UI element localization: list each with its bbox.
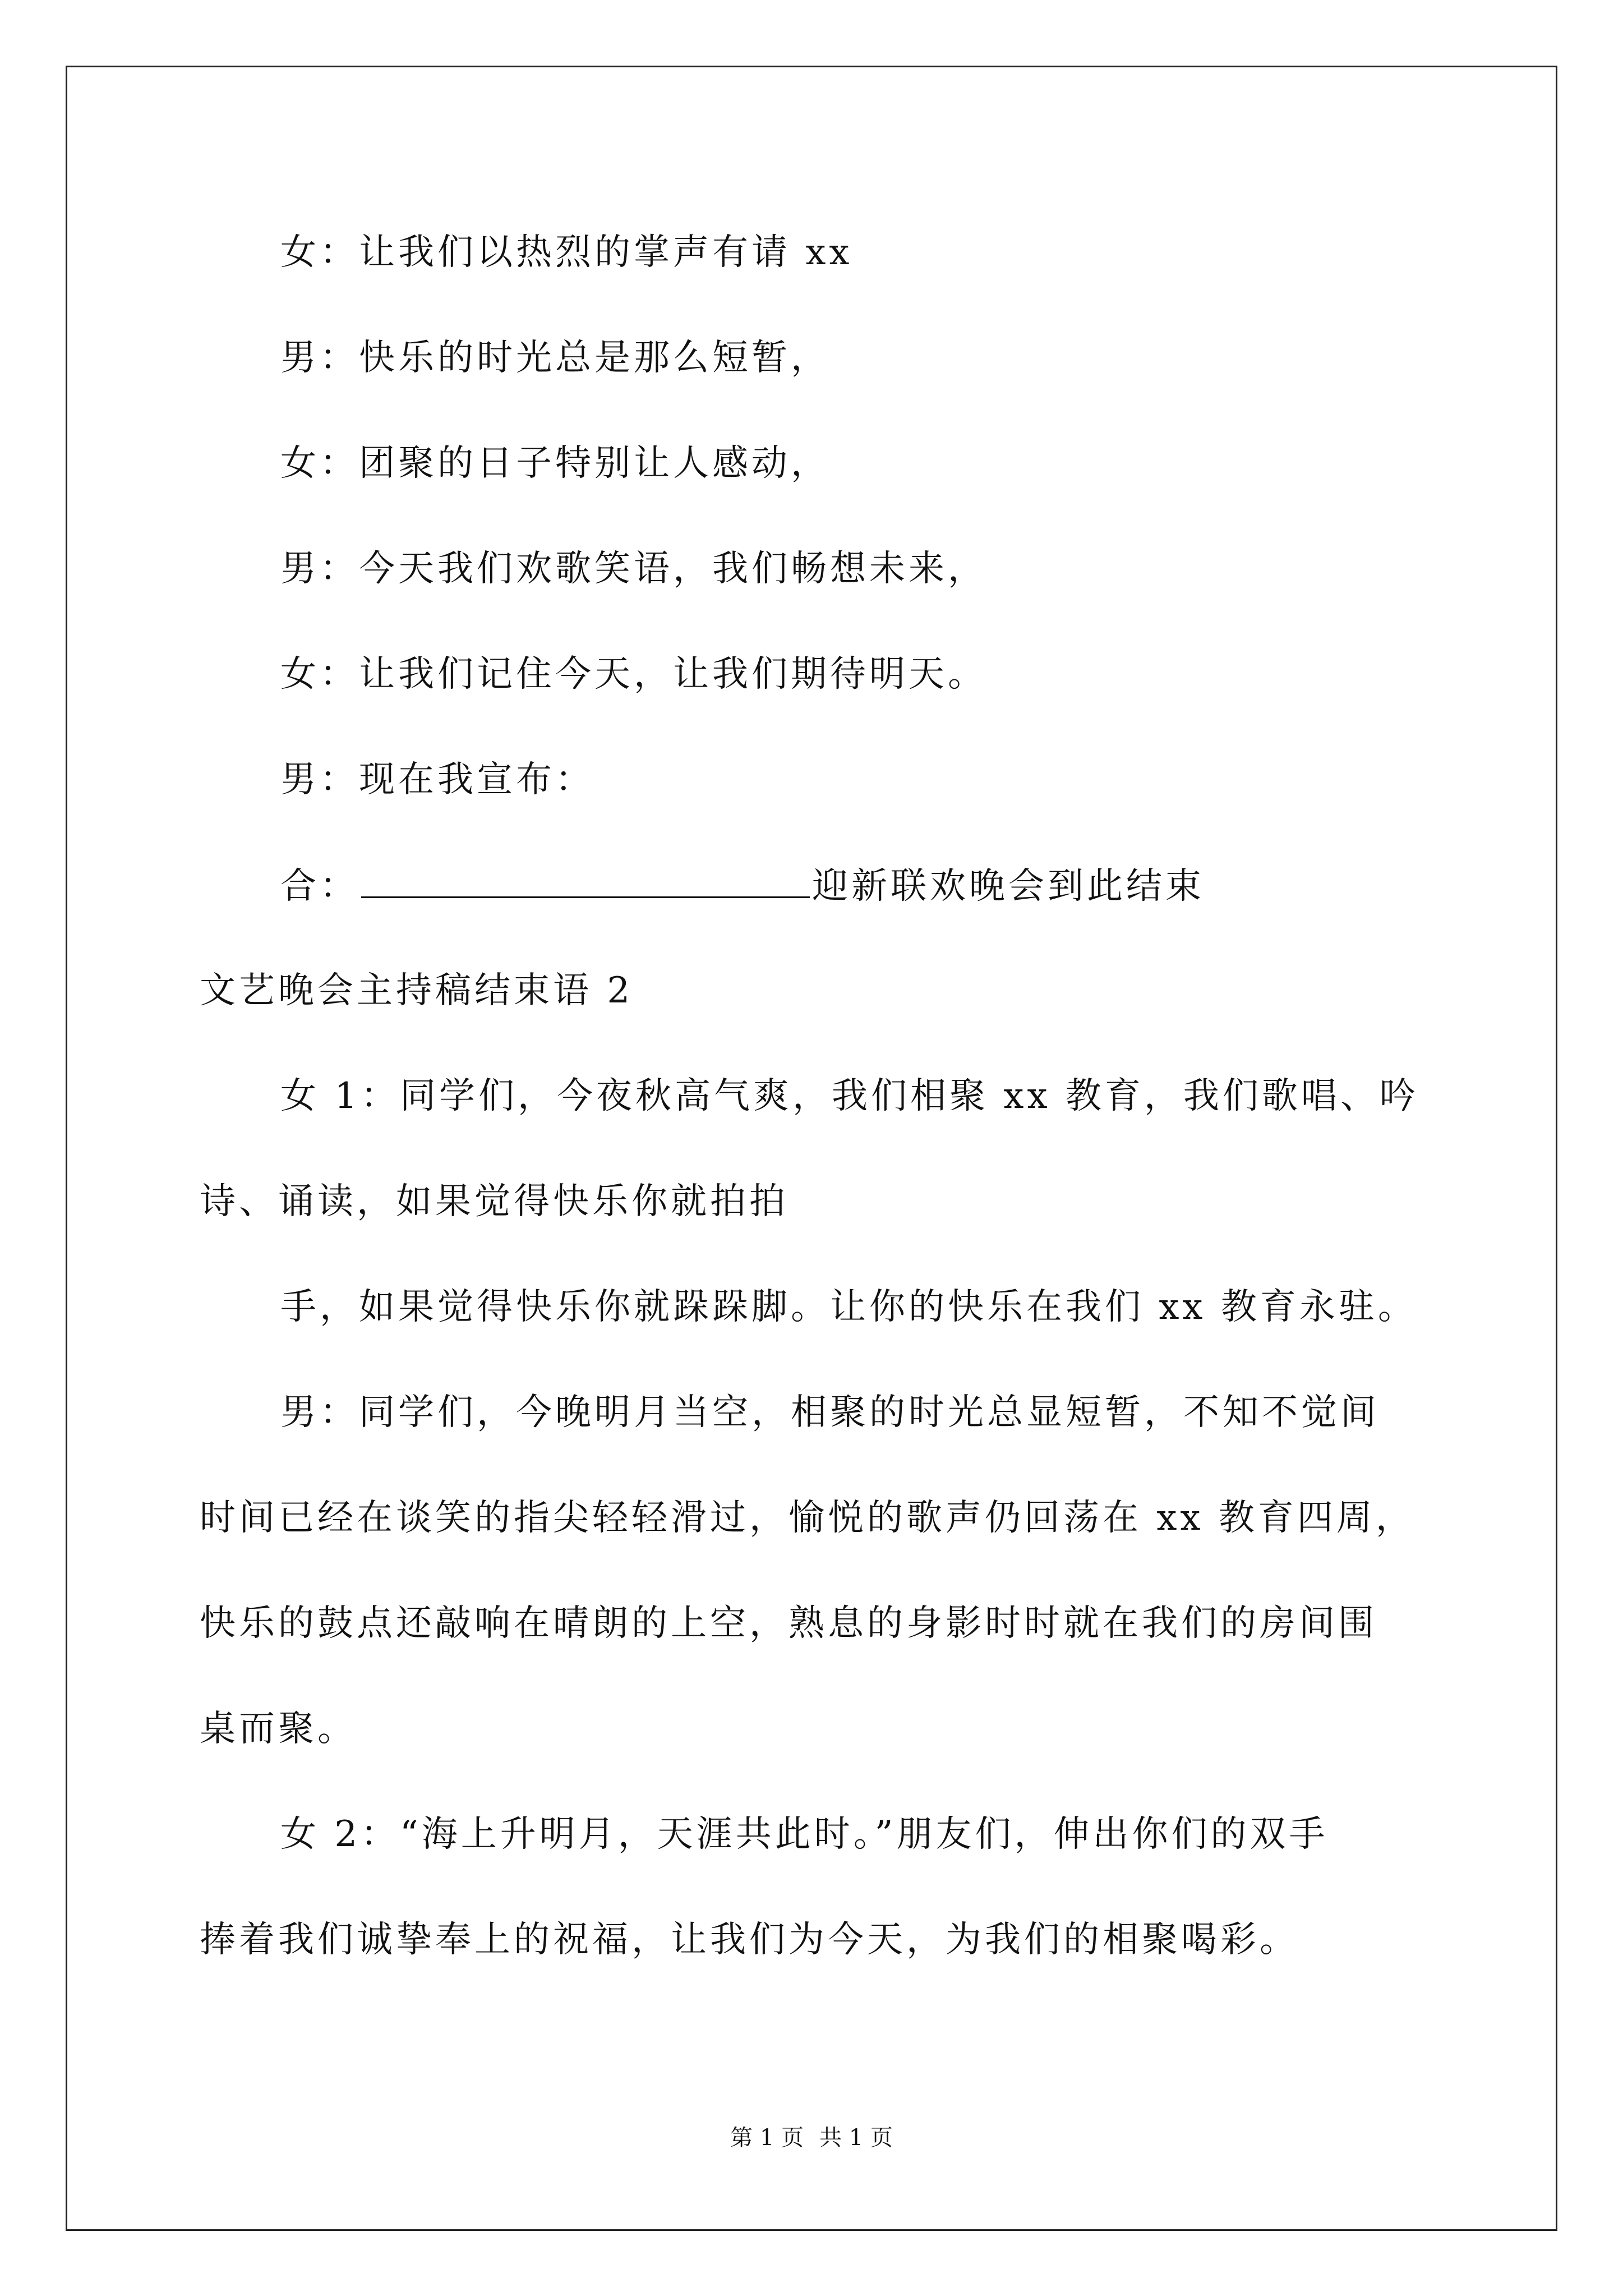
speaker-label: 合：: [280, 866, 359, 907]
paragraph-line: 快乐的鼓点还敲响在晴朗的上空，熟息的身影时时就在我们的房间围: [200, 1603, 1377, 1644]
dialogue-line-5: 女：让我们记住今天，让我们期待明天。: [280, 654, 987, 695]
paragraph-line: 手，如果觉得快乐你就跺跺脚。让你的快乐在我们 xx 教育永驻。: [280, 1286, 1417, 1328]
dialogue-line-3: 女：团聚的日子特别让人感动，: [280, 443, 830, 484]
paragraph-line: 时间已经在谈笑的指尖轻轻滑过，愉悦的歌声仍回荡在 xx 教育四周，: [200, 1497, 1415, 1539]
section-heading: 文艺晚会主持稿结束语 2: [200, 970, 634, 1011]
page-border: [66, 66, 1557, 2231]
dialogue-line-1: 女：让我们以热烈的掌声有请 xx: [280, 232, 853, 273]
page-number: 第 1 页: [730, 2125, 804, 2151]
fill-in-blank: [361, 863, 810, 898]
paragraph-line: 男：同学们，今晚明月当空，相聚的时光总显短暂，不知不觉间: [280, 1392, 1380, 1433]
dialogue-line-7: [280, 863, 1205, 909]
paragraph-line: 女 1：同学们，今夜秋高气爽，我们相聚 xx 教育，我们歌唱、吟: [280, 1075, 1419, 1117]
paragraph-line: 女 2：“海上升明月，天涯共此时。”朋友们，伸出你们的双手: [280, 1814, 1329, 1855]
paragraph-line: 桌而聚。: [200, 1708, 357, 1750]
dialogue-line-2: 男：快乐的时光总是那么短暂，: [280, 337, 830, 379]
paragraph-line: 捧着我们诚挚奉上的祝福，让我们为今天，为我们的相聚喝彩。: [200, 1919, 1299, 1961]
dialogue-line-4: 男：今天我们欢歌笑语，我们畅想未来，: [280, 548, 987, 590]
dialogue-line-6: 男：现在我宣布：: [280, 759, 594, 800]
paragraph-line: 诗、诵读，如果觉得快乐你就拍拍: [200, 1181, 789, 1222]
page-footer: [0, 2124, 1623, 2152]
page-total: 共 1 页: [819, 2125, 893, 2151]
closing-announcement: 迎新联欢晚会到此结束: [812, 866, 1205, 907]
